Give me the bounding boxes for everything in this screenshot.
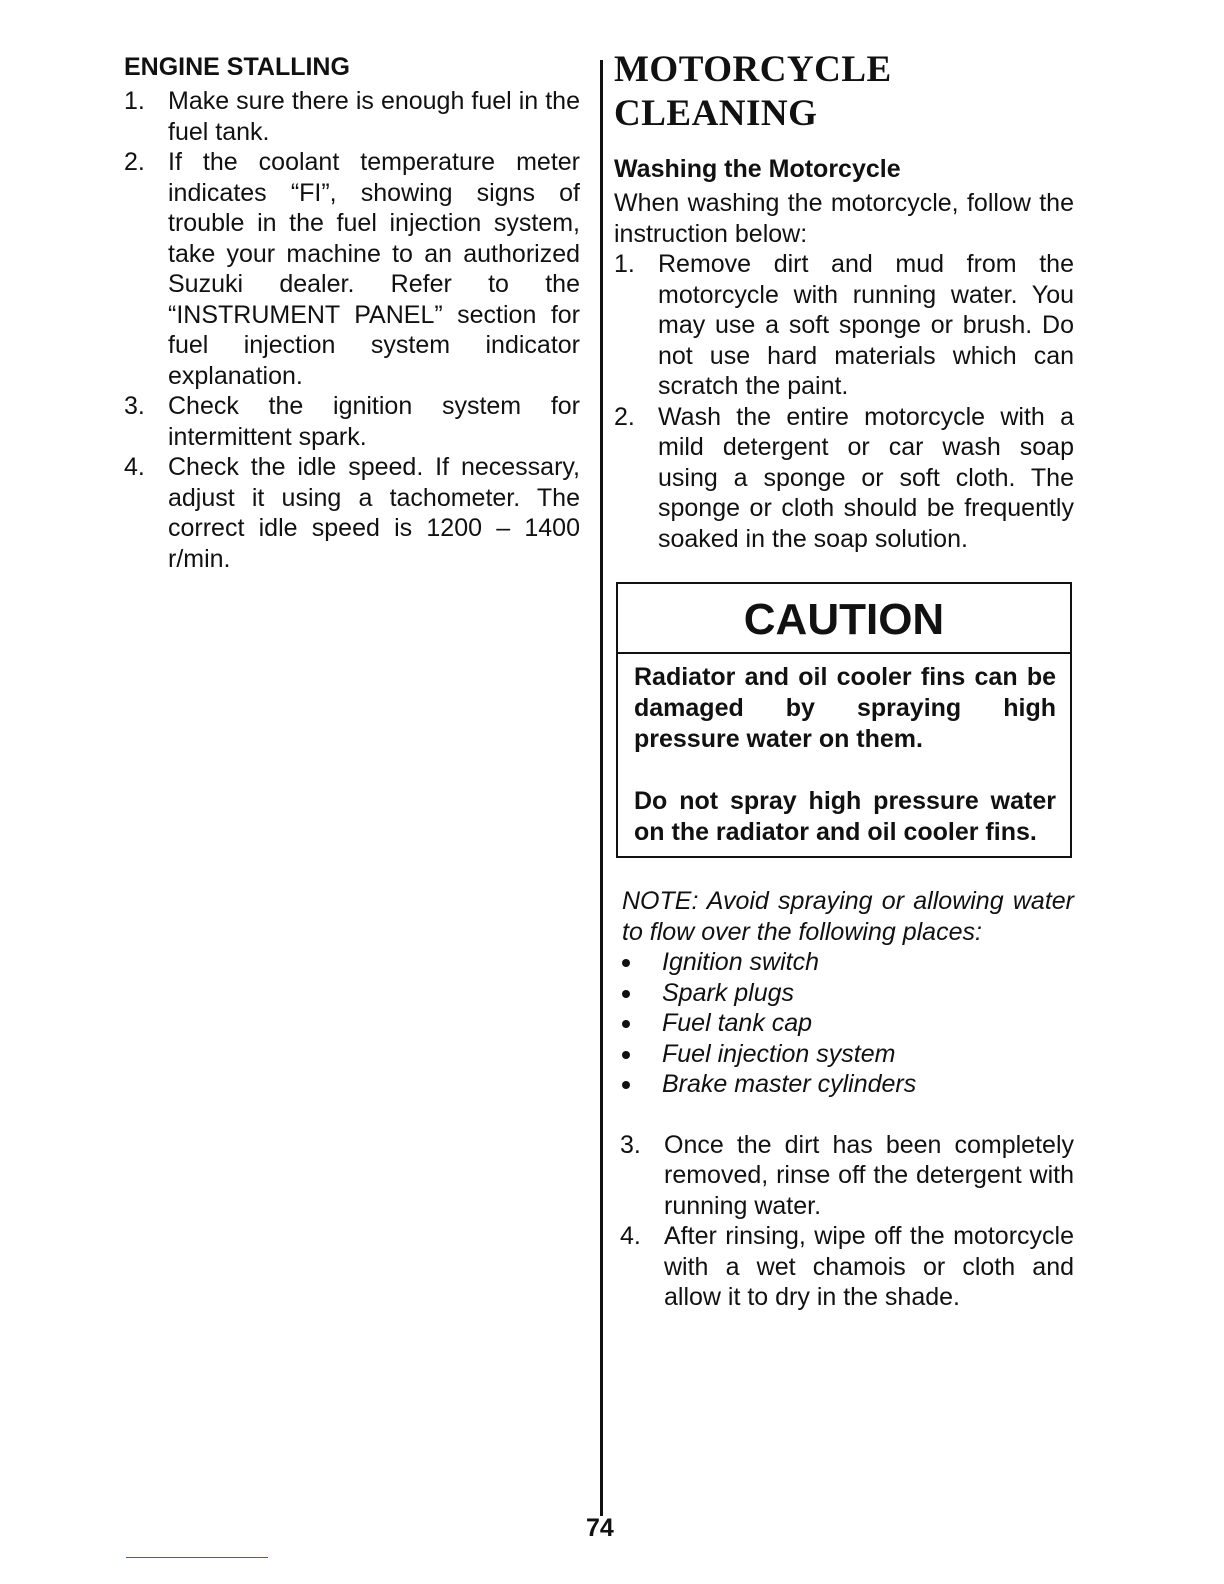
bullet-icon [622,1020,630,1028]
caution-title: CAUTION [618,584,1070,654]
list-item [614,402,1074,555]
footer-rule [126,1557,268,1558]
engine-stalling-steps [124,86,580,574]
caution-text-1: Radiator and oil cooler fins can be damaged by spraying high pressure water on them. [634,663,1056,753]
list-item [620,1130,1074,1222]
step-number: 2. [124,148,145,176]
list-item [620,1221,1074,1313]
motorcycle-cleaning-section [614,48,1074,1313]
step-number: 1. [614,250,635,278]
washing-steps-continued [620,1130,1074,1313]
engine-stalling-section [124,52,580,574]
bullet-icon [622,1081,630,1089]
step-number: 3. [124,392,145,420]
list-item [124,452,580,574]
list-item [124,86,580,147]
list-item [614,249,1074,402]
step-number: 2. [614,402,635,431]
caution-body [618,654,1070,856]
list-item [622,1039,1074,1070]
bullet-text: Fuel injection system [662,1039,896,1068]
washing-steps [614,249,1074,554]
washing-intro: When washing the motorcycle, follow the instruction below: [614,189,1074,248]
step-text: Make sure there is enough fuel in the fuel tank. [168,87,580,146]
washing-subheading: Washing the Motorcycle [614,155,901,183]
engine-stalling-heading: ENGINE STALLING [124,53,350,81]
page-number: 74 [586,1514,614,1542]
bullet-icon [622,990,630,998]
step-text: Wash the entire motorcycle with a mild detergent or car wash soap using a sponge or soft cloth. The sponge or cloth should be frequently soaked in the soap solution. [658,402,1074,553]
step-text: After rinsing, wipe off the motorcycle with a wet chamois or cloth and allow it to dry in the shade. [664,1222,1074,1311]
bullet-text: Ignition switch [662,948,820,976]
step-text: If the coolant temperature meter indicates “FI”, showing signs of trouble in the fuel injection system, take your machine to an authorized Suzuki dealer. Refer to the “INSTRUMENT PANEL” section for fuel injection system indicator explanation. [168,148,580,390]
list-item [622,978,1074,1009]
bullet-text: Spark plugs [662,978,795,1007]
step-number: 1. [124,87,145,115]
list-item [124,147,580,391]
bullet-icon [622,959,630,967]
list-item [622,947,1074,978]
step-text: Once the dirt has been completely removed, rinse off the detergent with running water. [664,1130,1074,1220]
list-item [622,1008,1074,1039]
bullet-text: Fuel tank cap [662,1009,813,1037]
bullet-text: Brake master cylinders [662,1070,917,1098]
list-item [622,1069,1074,1100]
note-bullets [622,947,1074,1100]
step-number: 4. [620,1222,641,1250]
list-item [124,391,580,452]
note-text: NOTE: Avoid spraying or allowing water to flow over the following places: [622,887,1074,946]
step-number: 3. [620,1130,641,1159]
step-text: Check the ignition system for intermittent spark. [168,392,580,451]
column-divider [600,60,603,1516]
step-number: 4. [124,453,145,481]
bullet-icon [622,1051,630,1059]
step-text: Check the idle speed. If necessary, adjust it using a tachometer. The correct idle speed is 1200 – 1400 r/min. [168,453,580,573]
step-text: Remove dirt and mud from the motorcycle with running water. You may use a soft sponge or brush. Do not use hard materials which can scratch the paint. [658,250,1074,400]
page-title: MOTORCYCLE CLEANING [614,49,892,134]
caution-text-2: Do not spray high pressure water on the radiator and oil cooler fins. [634,787,1056,846]
caution-box [616,582,1072,858]
